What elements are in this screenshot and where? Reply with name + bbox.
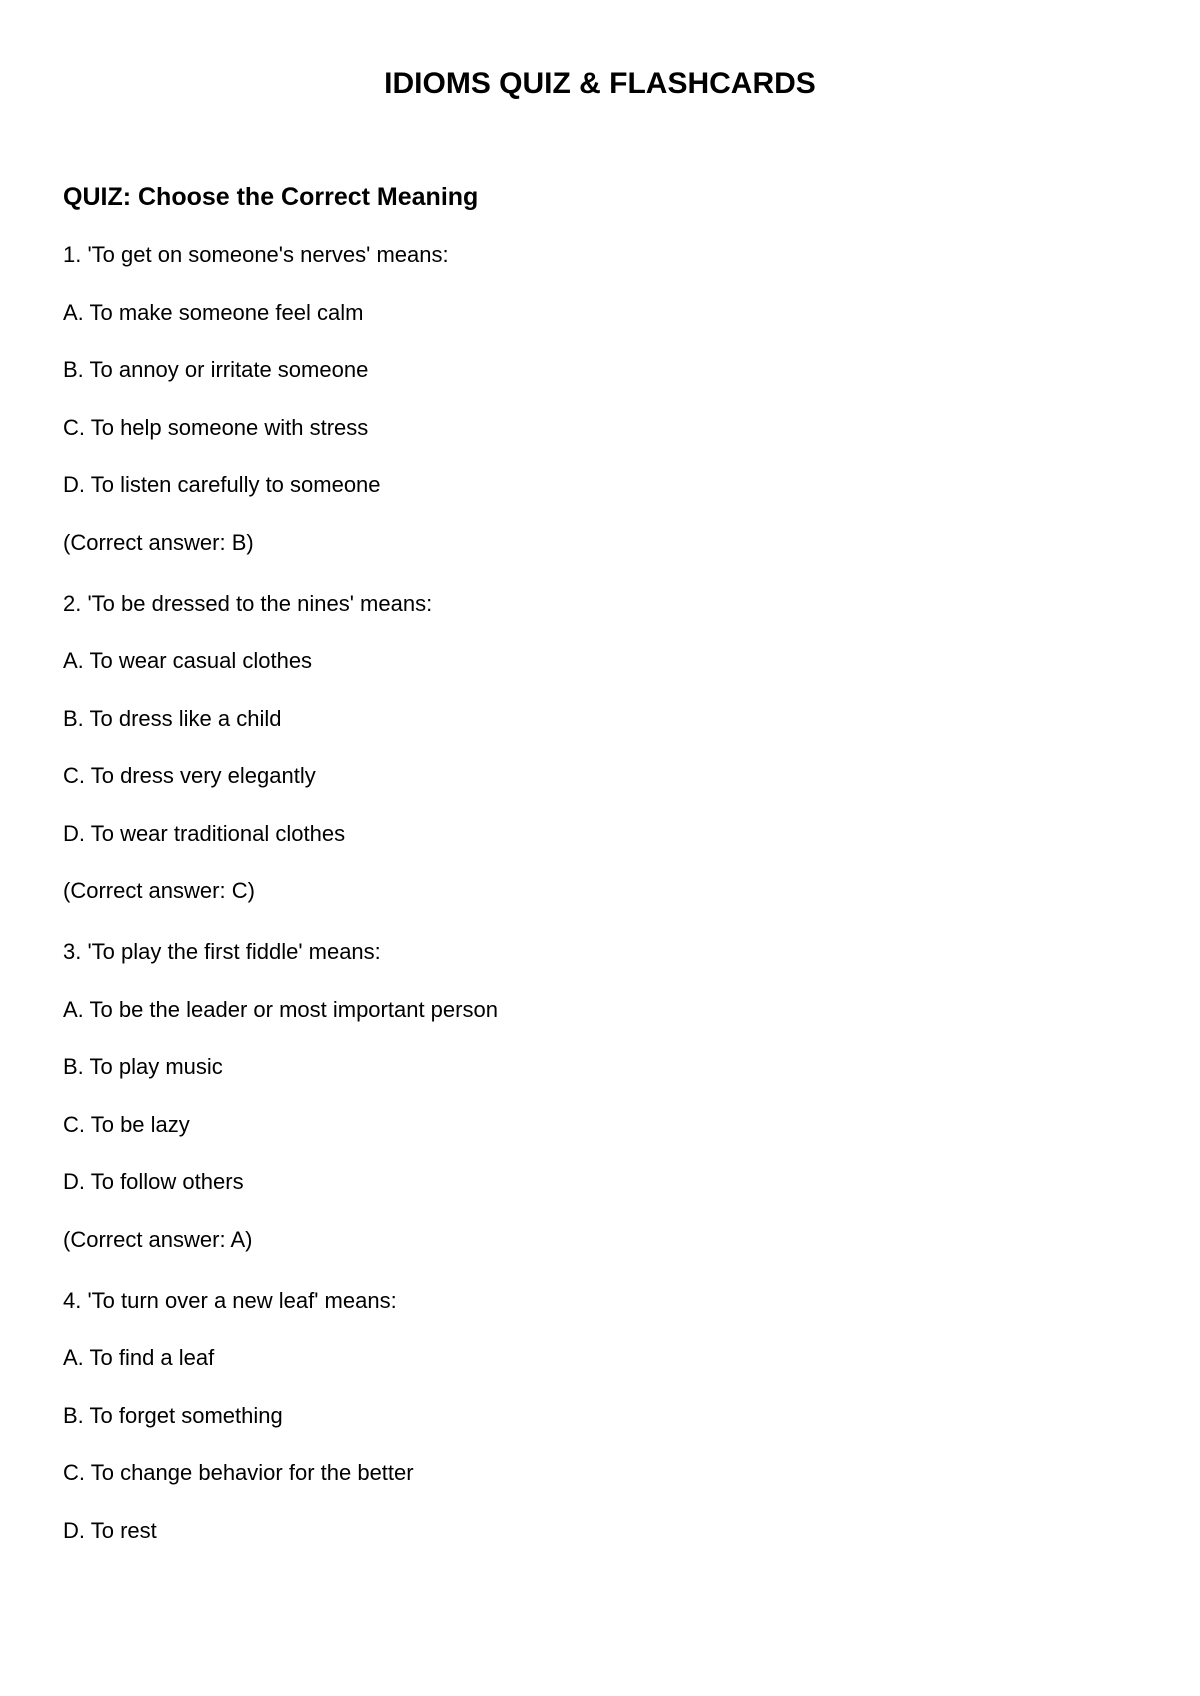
option-b: B. To annoy or irritate someone: [63, 357, 369, 382]
correct-answer: (Correct answer: C): [63, 878, 255, 903]
option-b: B. To forget something: [63, 1402, 283, 1428]
option-c: C. To change behavior for the better: [63, 1460, 414, 1485]
question-1: [63, 241, 1143, 556]
option-d: D. To rest: [63, 1517, 157, 1543]
question-prompt: 2. 'To be dressed to the nines' means:: [63, 590, 433, 616]
question-prompt: 3. 'To play the first fiddle' means:: [63, 939, 381, 964]
option-c: C. To dress very elegantly: [63, 763, 316, 788]
option-a: A. To be the leader or most important person: [63, 996, 498, 1022]
option-d: D. To follow others: [63, 1169, 244, 1194]
question-2: [63, 590, 1143, 905]
option-c: C. To help someone with stress: [63, 414, 369, 440]
option-c: C. To be lazy: [63, 1111, 190, 1137]
correct-answer: (Correct answer: B): [63, 529, 254, 555]
section-heading: QUIZ: Choose the Correct Meaning: [63, 183, 479, 211]
document-title: IDIOMS QUIZ & FLASHCARDS: [384, 67, 816, 100]
question-prompt: 1. 'To get on someone's nerves' means:: [63, 242, 449, 267]
question-4: [63, 1287, 1143, 1544]
correct-answer: (Correct answer: A): [63, 1226, 253, 1252]
option-a: A. To wear casual clothes: [63, 648, 313, 673]
option-d: D. To wear traditional clothes: [63, 820, 346, 846]
option-d: D. To listen carefully to someone: [63, 472, 381, 497]
question-prompt: 4. 'To turn over a new leaf' means:: [63, 1287, 397, 1313]
option-b: B. To dress like a child: [63, 705, 282, 731]
quiz-content: [63, 241, 1143, 1574]
option-a: A. To find a leaf: [63, 1345, 215, 1370]
option-b: B. To play music: [63, 1054, 223, 1079]
question-3: [63, 938, 1143, 1253]
option-a: A. To make someone feel calm: [63, 299, 364, 325]
